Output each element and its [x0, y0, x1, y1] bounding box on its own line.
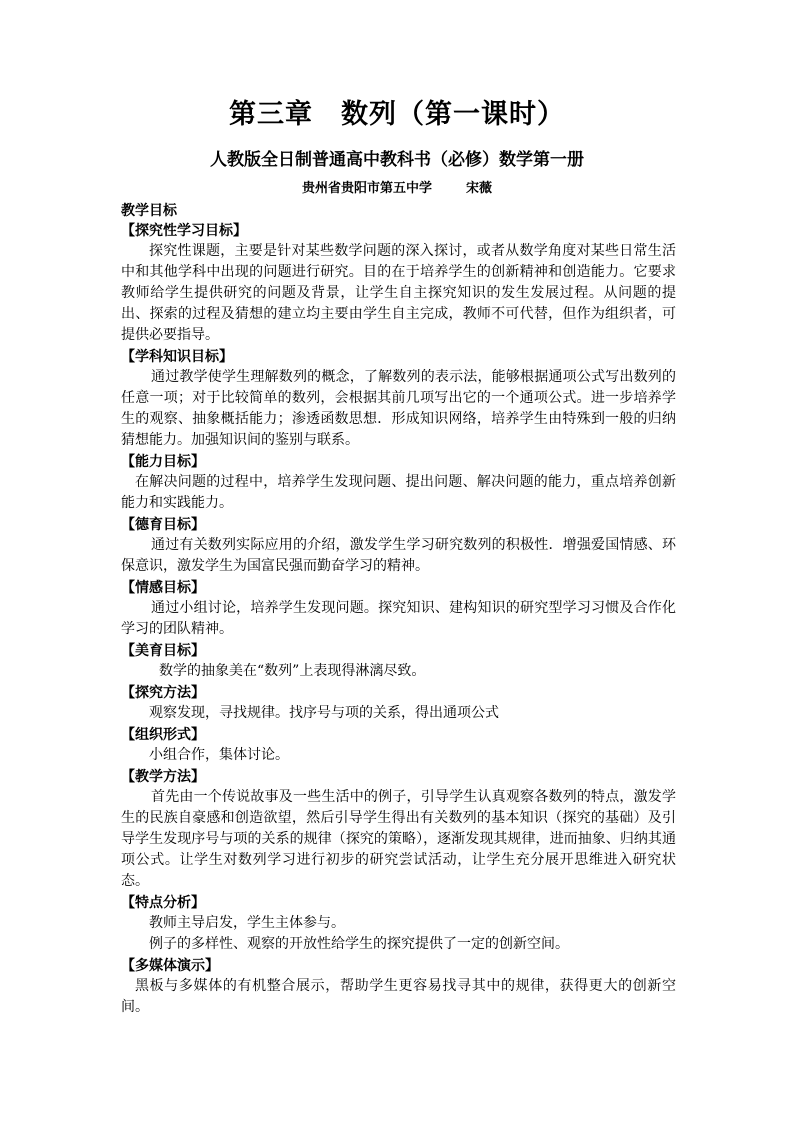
label-knowledge-goal: 【学科知识目标】 — [121, 349, 233, 365]
author-name: 宋薇 — [466, 181, 493, 196]
paragraph-teaching-method: 首先由一个传说故事及一些生活中的例子，引导学生认真观察各数列的特点，激发学生的民族自豪感和创造欲望，然后引导学生得出有关数列的基本知识（探究的基础）及引导学生发现序号与项的关系的规律（探究的策略），逐渐发现其规律，进而抽象、归纳其通项公式。让学生对数列学习进行初步的研究尝试活动，让学生充分展开思维进入研究状态。 — [121, 789, 676, 889]
page-title: 第三章 数列（第一课时） — [229, 99, 565, 130]
paragraph-knowledge-goal: 通过教学使学生理解数列的概念，了解数列的表示法，能够根据通项公式写出数列的任意一项；对于比较简单的数列，会根据其前几项写出它的一个通项公式。进一步培养学生的观察、抽象概括能力；渗透函数思想．形成知识网络，培养学生由特殊到一般的归纳猜想能力。加强知识间的鉴别与联系。 — [121, 369, 676, 448]
paragraph-emotion-goal: 通过小组讨论，培养学生发现问题。探究知识、建构知识的研究型学习习惯及合作化学习的团队精神。 — [121, 600, 676, 637]
label-ability-goal: 【能力目标】 — [121, 454, 205, 470]
paragraph-moral-goal: 通过有关数列实际应用的介绍，激发学生学习研究数列的积极性．增强爱国情感、环保意识，激发学生为国富民强而勤奋学习的精神。 — [121, 537, 676, 574]
paragraph-inquiry-goal: 探究性课题，主要是针对某些数学问题的深入探讨，或者从数学角度对某些日常生活中和其他学科中出现的问题进行研究。目的在于培养学生的创新精神和创造能力。它要求教师给学生提供研究的问题及背景，让学生自主探究知识的发生发展过程。从问题的提出、探索的过程及猜想的建立均主要由学生自主完成，教师不可代替，但作为组织者，可提供必要指导。 — [121, 243, 676, 343]
paragraph-multimedia: 黑板与多媒体的有机整合展示，帮助学生更容易找寻其中的规律，获得更大的创新空间。 — [121, 978, 676, 1015]
label-multimedia: 【多媒体演示】 — [121, 958, 219, 974]
label-teaching-method: 【教学方法】 — [121, 769, 205, 785]
paragraph-features-1: 教师主导启发，学生主体参与。 — [149, 915, 345, 931]
label-inquiry-method: 【探究方法】 — [121, 685, 205, 701]
author-line — [0, 180, 794, 198]
label-moral-goal: 【德育目标】 — [121, 517, 205, 533]
page-subtitle: 人教版全日制普通高中教科书（必修）数学第一册 — [210, 150, 584, 170]
paragraph-features-2: 例子的多样性、观察的开放性给学生的探究提供了一定的创新空间。 — [149, 936, 569, 952]
paragraph-inquiry-method: 观察发现，寻找规律。找序号与项的关系，得出通项公式 — [149, 705, 499, 721]
paragraph-aesthetic-goal: 数学的抽象美在“数列”上表现得淋漓尽致。 — [159, 663, 426, 679]
paragraph-ability-goal: 在解决问题的过程中，培养学生发现问题、提出问题、解决问题的能力，重点培养创新能力和实践能力。 — [121, 474, 676, 511]
document-body — [121, 201, 676, 1018]
label-features: 【特点分析】 — [121, 895, 205, 911]
paragraph-organization: 小组合作，集体讨论。 — [149, 747, 289, 763]
label-emotion-goal: 【情感目标】 — [121, 580, 205, 596]
label-aesthetic-goal: 【美育目标】 — [121, 643, 205, 659]
label-inquiry-goal: 【探究性学习目标】 — [121, 223, 247, 239]
label-organization: 【组织形式】 — [121, 727, 205, 743]
section-heading-objectives: 教学目标 — [121, 203, 177, 219]
school-name: 贵州省贵阳市第五中学 — [301, 181, 432, 196]
